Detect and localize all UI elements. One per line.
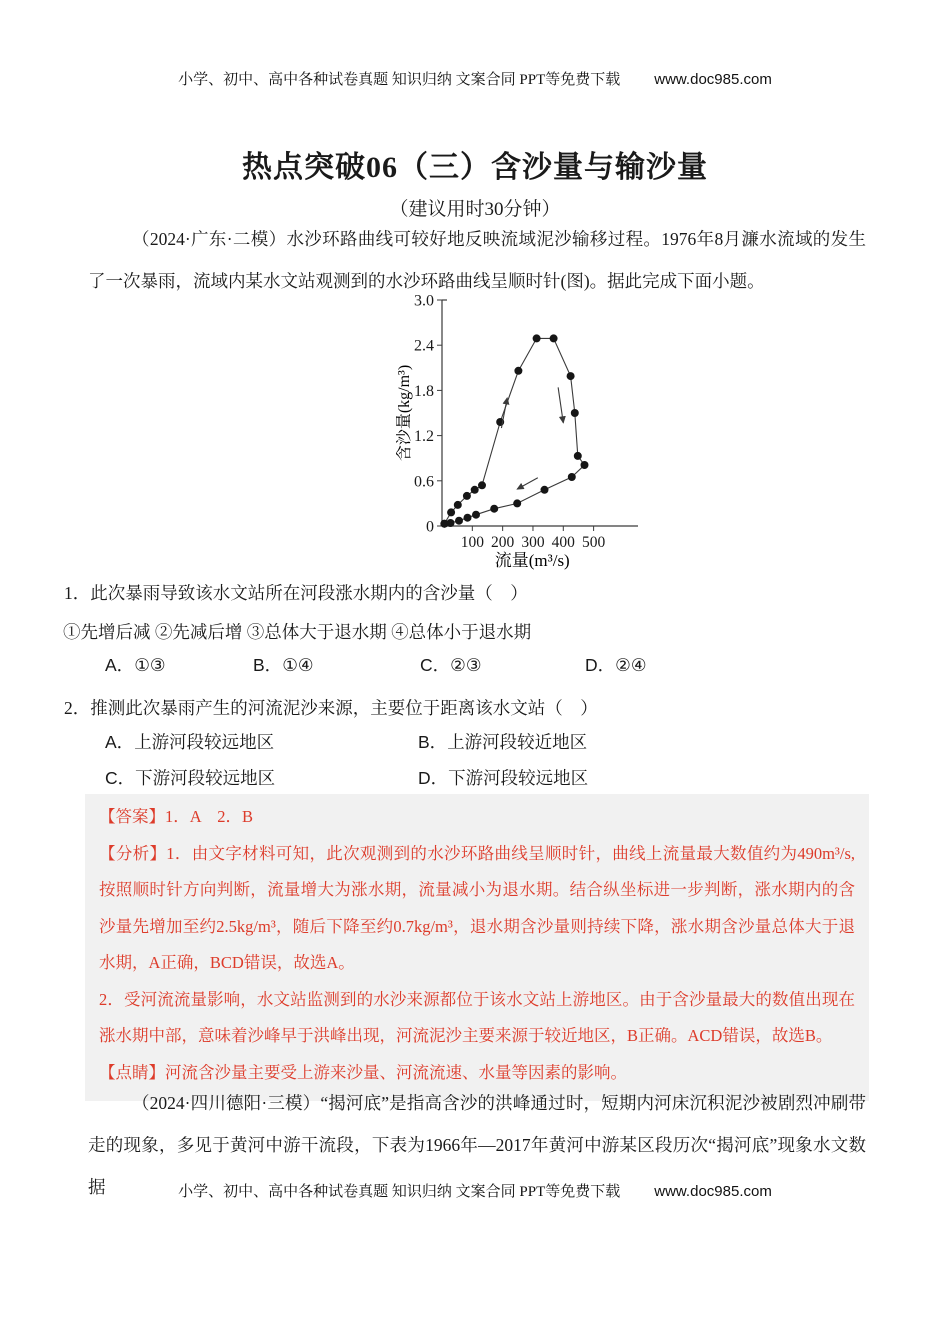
tip-text: 河流含沙量主要受上游来沙量、河流流速、水量等因素的影响。 (165, 1062, 627, 1082)
question-2-stem: 推测此次暴雨产生的河流泥沙来源，主要位于距离该水文站（ ） (90, 698, 598, 718)
chart-ticks (437, 300, 594, 531)
answer-label: 【答案】 (99, 807, 165, 826)
chart-ylabel: 含沙量(kg/m³) (396, 364, 413, 462)
svg-text:0: 0 (426, 518, 434, 536)
analysis-paragraph-1 (99, 836, 855, 982)
svg-text:500: 500 (581, 534, 606, 551)
data-points (440, 334, 588, 527)
svg-text:400: 400 (551, 534, 575, 551)
svg-text:0.6: 0.6 (414, 473, 434, 491)
svg-text:100: 100 (460, 534, 484, 551)
analysis-label: 【分析】 (99, 843, 167, 863)
svg-text:1.2: 1.2 (414, 428, 434, 446)
analysis-text-2: 2．受河流流量影响，水文站监测到的水沙来源都位于该水文站上游地区。由于含沙量最大的数值出现在涨水期中部，意味着沙峰早于洪峰出现，河流泥沙主要来源于较近地区，B正确。ACD错误，故选B。 (99, 989, 855, 1045)
q2-choice-a[interactable]: A．上游河段较远地区 (105, 732, 275, 752)
page-header (0, 68, 950, 89)
direction-arrows (501, 387, 563, 489)
svg-text:3.0: 3.0 (414, 292, 434, 310)
q1-choice-c[interactable]: C．②③ (420, 655, 482, 675)
q1-choice-a[interactable]: A．①③ (105, 655, 166, 675)
analysis-paragraph-2 (99, 982, 855, 1055)
answer-text: 1．A 2．B (165, 807, 254, 826)
question-1 (64, 578, 864, 608)
intro-paragraph: （2024·广东·二模）水沙环路曲线可较好地反映流域泥沙输移过程。1976年8月濂水流域的发生了一次暴雨，流域内某水文站观测到的水沙环路曲线呈顺时针(图)。据此完成下面小题。 (88, 229, 866, 291)
question-2-choices-row-1 (0, 729, 950, 759)
answer-analysis-block (85, 794, 869, 1101)
analysis-text-1: 1．由文字材料可知，此次观测到的水沙环路曲线呈顺时针，曲线上流量最大数值约为490m³/s,按照顺时针方向判断，流量增大为涨水期，流量减小为退水期。结合纵坐标进一步判断，涨水期内的含沙量先增加至约2.5kg/m³，随后下降至约0.7kg/m³，退水期含沙量则持续下降，涨水期含沙量总体大于退水期，A正确，BCD错误，故选A。 (99, 843, 855, 972)
q2-choice-b[interactable]: B．上游河段较近地区 (418, 732, 588, 752)
question-1-number: 1． (64, 583, 91, 603)
footer-site-link[interactable]: www.doc985.com (654, 1183, 772, 1200)
question-2-number: 2． (64, 698, 91, 718)
q2-choice-d[interactable]: D．下游河段较远地区 (418, 768, 589, 788)
page-subtitle: （建议用时30分钟） (389, 199, 561, 220)
sediment-rating-loop-chart (396, 288, 640, 572)
svg-text:1.8: 1.8 (414, 382, 434, 400)
tip-label: 【点睛】 (99, 1062, 165, 1082)
chart-svg (396, 288, 640, 572)
question-1-choices (0, 652, 950, 682)
next-passage-paragraph: （2024·四川德阳·三模）“揭河底”是指高含沙的洪峰通过时，短期内河床沉积泥沙被剧烈冲刷带走的现象，多见于黄河中游干流段，下表为1966年—2017年黄河中游某区段历次“揭河底”现象水文数据 (88, 1093, 866, 1197)
page-title: 热点突破06（三）含沙量与输沙量 (242, 151, 708, 184)
chart-xlabel: 流量(m³/s) (494, 551, 570, 570)
svg-text:300: 300 (521, 534, 545, 551)
header-promo-text: 小学、初中、高中各种试卷真题 知识归纳 文案合同 PPT等免费下载 (178, 72, 621, 88)
chart-tick-labels (414, 293, 605, 552)
question-1-suboptions: ①先增后减 ②先减后增 ③总体大于退水期 ④总体小于退水期 (63, 622, 532, 642)
answer-line (99, 799, 855, 836)
question-2 (64, 693, 864, 723)
page-footer (0, 1180, 950, 1201)
svg-text:200: 200 (491, 534, 515, 551)
question-1-stem: 此次暴雨导致该水文站所在河段涨水期内的含沙量（ ） (90, 583, 528, 603)
svg-text:2.4: 2.4 (414, 337, 434, 355)
q1-choice-d[interactable]: D．②④ (585, 655, 647, 675)
footer-promo-text: 小学、初中、高中各种试卷真题 知识归纳 文案合同 PPT等免费下载 (178, 1184, 621, 1200)
q2-choice-c[interactable]: C．下游河段较远地区 (105, 768, 276, 788)
q1-choice-b[interactable]: B．①④ (253, 655, 314, 675)
header-site-link[interactable]: www.doc985.com (654, 71, 772, 88)
question-2-choices-row-2 (0, 765, 950, 795)
